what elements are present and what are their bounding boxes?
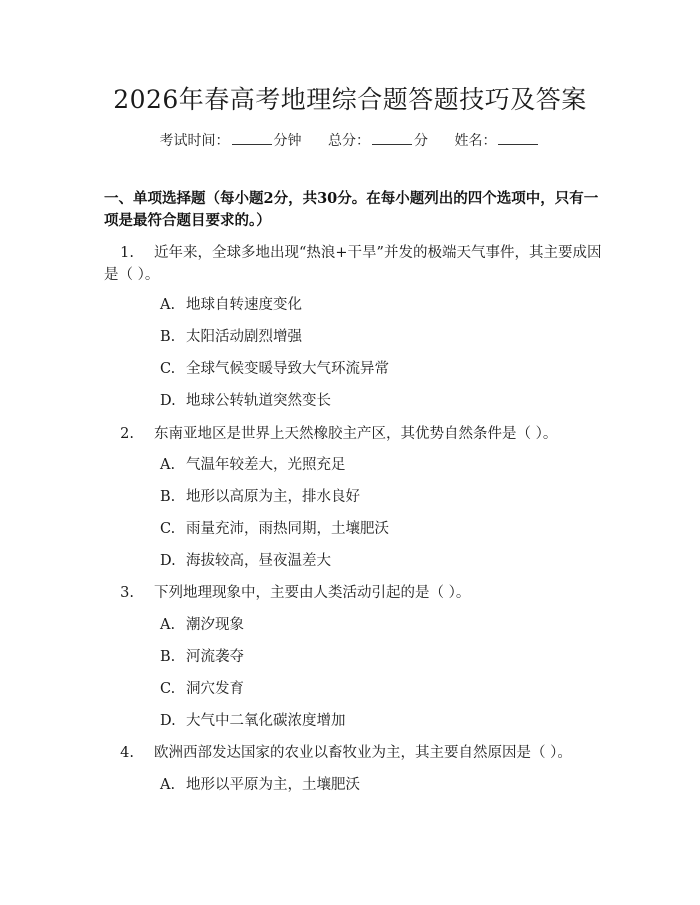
option-letter: D. [160,393,176,409]
option-text: 太阳活动剧烈增强 [186,329,302,345]
option-letter: A. [160,777,176,793]
question-1-option-d [160,390,600,412]
question-3-stem [104,582,604,604]
question-number: 1. [120,245,134,261]
option-text: 海拔较高，昼夜温差大 [186,553,331,569]
option-text: 河流袭夺 [186,649,244,665]
question-4-stem [104,742,604,764]
question-text: 欧洲西部发达国家的农业以畜牧业为主，其主要自然原因是（ ）。 [154,745,572,761]
question-number: 2. [120,426,134,442]
question-3-option-b [160,646,600,668]
question-text: 近年来，全球多地出现“热浪+干旱”并发的极端天气事件，其主要成因是（ ）。 [104,245,602,283]
question-2-stem [104,423,604,445]
name-blank [498,130,538,145]
question-3-option-a [160,614,600,636]
option-letter: A. [160,297,176,313]
name-label: 姓名： [454,133,497,149]
total-score-label: 总分： [328,133,370,149]
question-3-option-c [160,678,600,700]
total-score-unit: 分 [414,133,428,149]
question-2-option-a [160,454,600,476]
question-1-option-b [160,326,600,348]
option-letter: D. [160,553,176,569]
question-1-stem [104,242,604,286]
question-number: 4. [120,745,134,761]
option-text: 地形以高原为主，排水良好 [186,489,360,505]
option-text: 地球自转速度变化 [186,297,302,313]
exam-time-unit: 分钟 [273,133,302,149]
option-text: 地形以平原为主，土壤肥沃 [186,777,360,793]
page-title: 2026年春高考地理综合题答题技巧及答案 [113,85,587,114]
option-text: 全球气候变暖导致大气环流异常 [186,361,389,377]
option-letter: C. [160,361,176,377]
option-letter: A. [160,617,176,633]
question-3-option-d [160,710,600,732]
option-text: 大气中二氧化碳浓度增加 [186,713,346,729]
exam-time-label: 考试时间： [159,133,230,149]
option-letter: B. [160,489,176,505]
question-2-option-d [160,550,600,572]
question-text: 下列地理现象中，主要由人类活动引起的是（ ）。 [154,585,471,601]
question-1-option-a [160,294,600,316]
total-score-field [328,130,428,151]
option-letter: B. [160,649,176,665]
option-text: 雨量充沛，雨热同期，土壤肥沃 [186,521,389,537]
question-2-option-b [160,486,600,508]
question-text: 东南亚地区是世界上天然橡胶主产区，其优势自然条件是（ ）。 [154,426,558,442]
exam-info-line [0,130,700,151]
option-letter: C. [160,521,176,537]
option-letter: B. [160,329,176,345]
option-text: 洞穴发育 [186,681,244,697]
question-4-option-a [160,774,600,796]
option-text: 地球公转轨道突然变长 [186,393,331,409]
option-letter: D. [160,713,176,729]
total-score-blank [372,130,412,145]
name-field [454,130,540,151]
option-letter: A. [160,457,176,473]
question-2-option-c [160,518,600,540]
option-text: 潮汐现象 [186,617,244,633]
option-letter: C. [160,681,176,697]
section-heading: 一、单项选择题（每小题2分，共30分。在每小题列出的四个选项中，只有一项是最符合题目要求的。） [104,190,599,229]
exam-time-field [160,130,302,151]
question-number: 3. [120,585,134,601]
exam-time-blank [232,130,272,145]
question-1-option-c [160,358,600,380]
option-text: 气温年较差大，光照充足 [186,457,346,473]
